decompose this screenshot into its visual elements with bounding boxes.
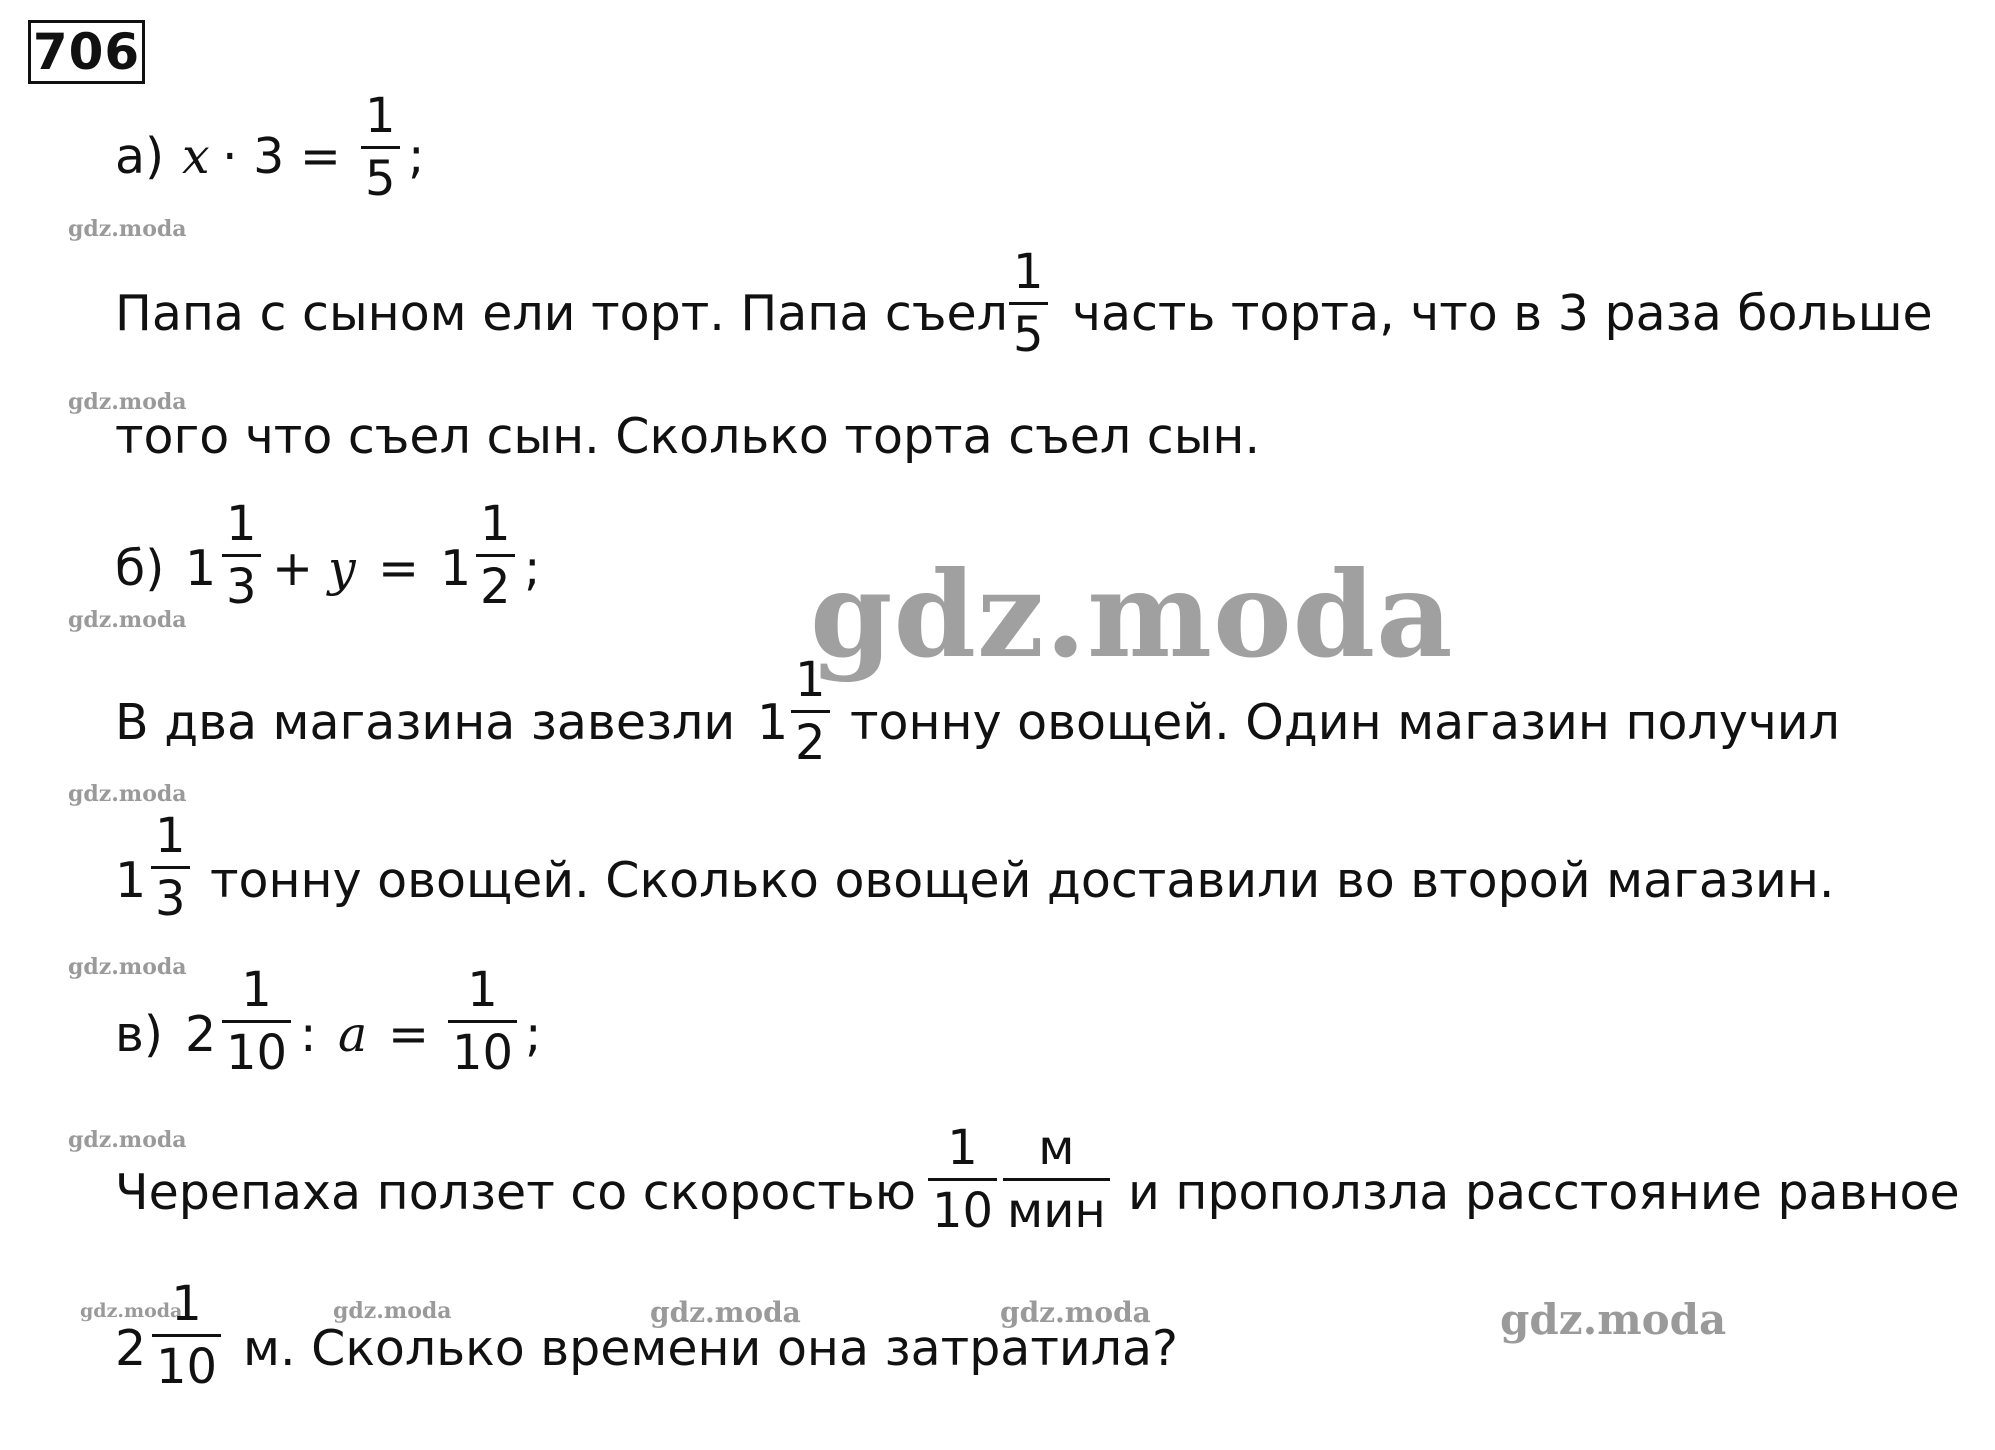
semicolon: ; (408, 128, 425, 185)
part-b-label: б) (115, 540, 165, 597)
story-text: тонну овощей. Сколько овощей доставили во второй магазин. (210, 852, 1835, 909)
part-a-label: а) (115, 128, 165, 185)
story-text: тонну овощей. Один магазин получил (850, 694, 1840, 751)
watermark: gdz.moda (68, 216, 187, 242)
story-text: В два магазина завезли (115, 694, 736, 751)
fraction: 1 2 (476, 500, 515, 611)
division-operator: : (300, 1006, 317, 1063)
unit-fraction: м мин (1003, 1124, 1110, 1235)
problem-number: 706 (28, 20, 145, 84)
fraction: 1 5 (1009, 248, 1048, 359)
fraction: 1 2 (791, 656, 830, 767)
fraction: 1 10 (448, 966, 517, 1077)
watermark: gdz.moda (68, 389, 187, 415)
fraction: 1 10 (928, 1124, 997, 1235)
watermark: gdz.moda (80, 1300, 183, 1322)
variable-a: a (338, 1006, 368, 1063)
watermark: gdz.moda (68, 954, 187, 980)
fraction: 1 3 (151, 812, 190, 923)
whole-number: 1 (185, 540, 217, 597)
watermark-large: gdz.moda (810, 545, 1454, 684)
fraction: 1 3 (222, 500, 261, 611)
whole-number: 1 (115, 852, 147, 909)
watermark: gdz.moda (650, 1296, 801, 1329)
story-text: м. Сколько времени она затратила? (243, 1320, 1179, 1377)
equation-operator: · 3 = (222, 128, 341, 185)
fraction: 1 10 (152, 1280, 221, 1391)
whole-number: 2 (115, 1320, 147, 1377)
watermark: gdz.moda (1000, 1296, 1151, 1329)
story-text: и проползла расстояние равное (1128, 1164, 1960, 1221)
part-c-label: в) (115, 1006, 163, 1063)
fraction: 1 10 (222, 966, 291, 1077)
story-text: того что съел сын. Сколько торта съел сын. (115, 408, 1261, 465)
watermark: gdz.moda (1500, 1295, 1727, 1344)
semicolon: ; (525, 1006, 542, 1063)
watermark: gdz.moda (68, 781, 187, 807)
story-text: Черепаха ползет со скоростью (115, 1164, 917, 1221)
watermark: gdz.moda (68, 607, 187, 633)
plus-operator: + (272, 540, 314, 597)
story-text: Папа с сыном ели торт. Папа съел (115, 285, 1008, 342)
equals-operator: = (388, 1006, 430, 1063)
equals-operator: = (378, 540, 420, 597)
whole-number: 1 (757, 694, 789, 751)
story-text: часть торта, что в 3 раза больше (1072, 285, 1933, 342)
whole-number: 2 (185, 1006, 217, 1063)
variable-x: x (182, 128, 210, 185)
variable-y: y (328, 540, 356, 597)
semicolon: ; (524, 540, 541, 597)
watermark: gdz.moda (333, 1298, 452, 1324)
whole-number: 1 (440, 540, 472, 597)
watermark: gdz.moda (68, 1127, 187, 1153)
fraction: 1 5 (361, 92, 400, 203)
